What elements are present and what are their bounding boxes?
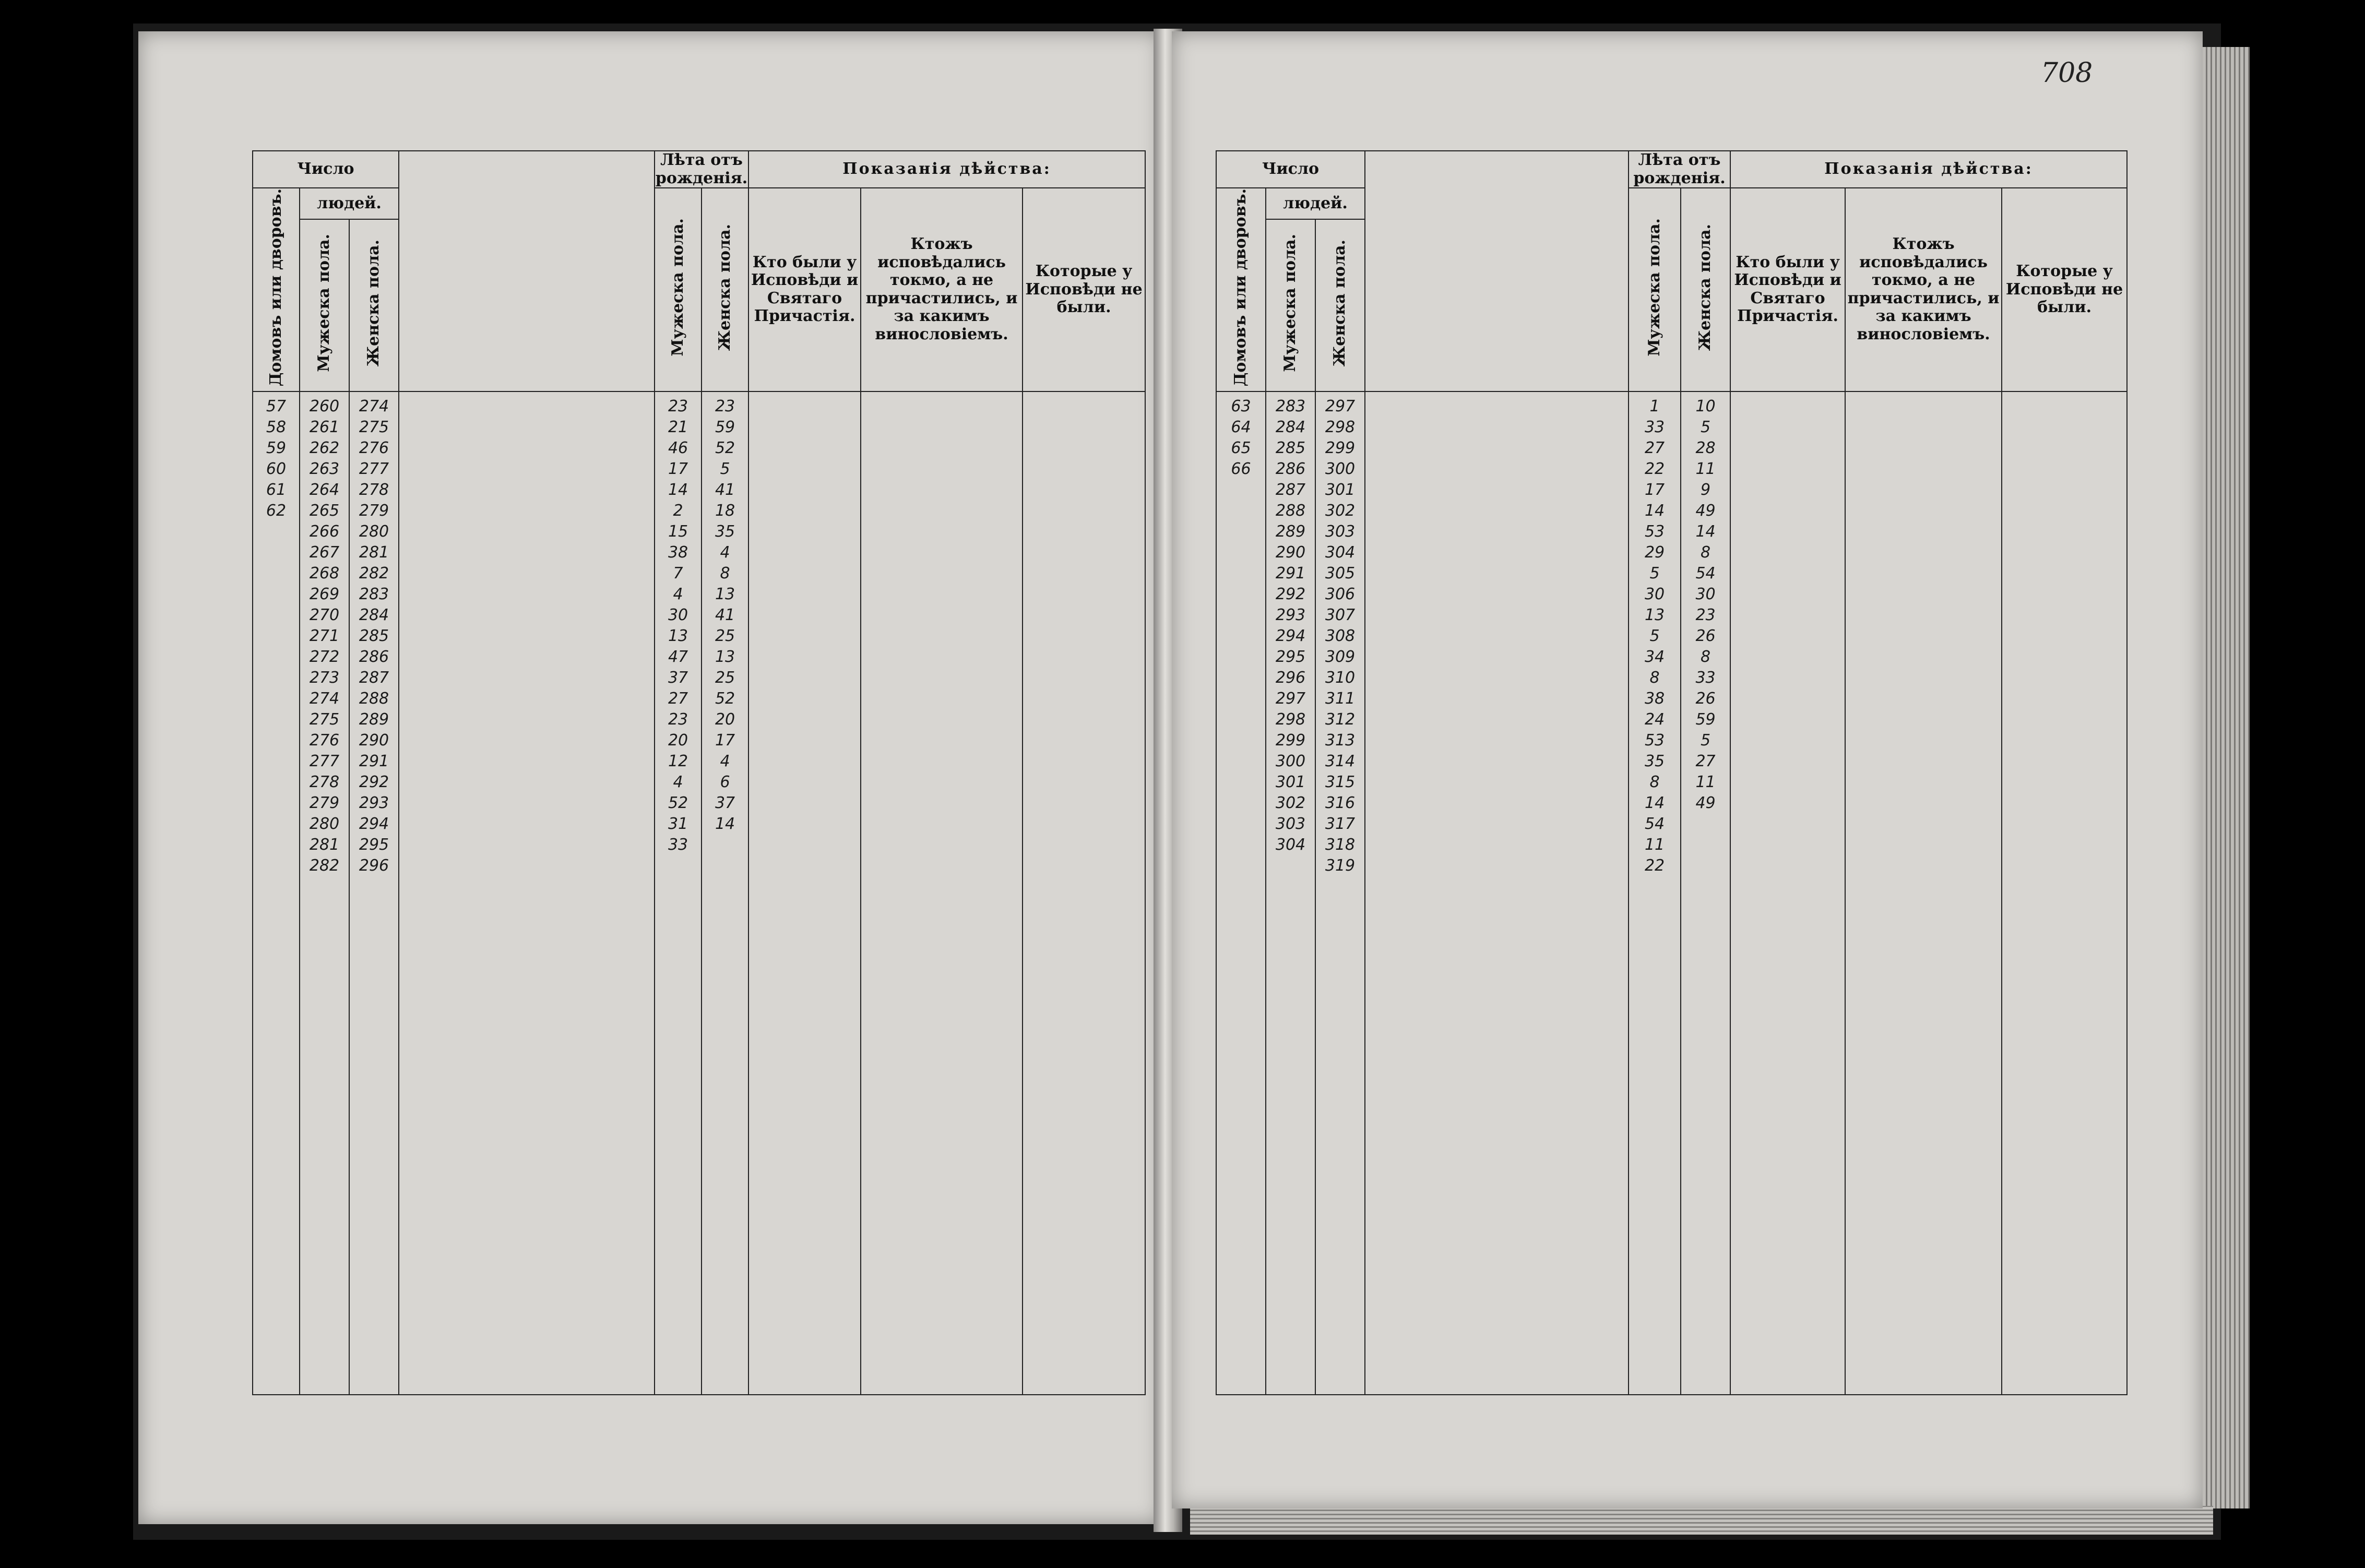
folio-number: 708 (2041, 57, 2093, 89)
ledger-entry: 287 (1275, 480, 1306, 499)
header-leta-r: Лѣта отъ рожденія. (1629, 151, 1730, 188)
ledger-entry: 292 (1275, 585, 1306, 603)
ledger-entry: 8 (720, 564, 730, 583)
ledger-entry: 22 (1644, 459, 1665, 478)
ledger-entry: 278 (359, 480, 389, 499)
ledger-entry: 4 (720, 543, 730, 562)
header-kotorye: Которые у Исповѣди не были. (1023, 188, 1145, 391)
ledger-entry: 57 (266, 397, 287, 415)
left-col-kto (748, 391, 861, 1395)
header-kotorye-r: Которые у Исповѣди не были. (2002, 188, 2127, 391)
left-col-zhen (349, 391, 399, 1395)
left-ledger-table (252, 150, 1146, 1395)
header-zhen-r: Женска пола. (1330, 239, 1349, 367)
header-kto: Кто были у Исповѣди и Святаго Причастія. (748, 188, 861, 391)
ledger-entry: 20 (715, 710, 735, 729)
right-col-names (1365, 391, 1629, 1395)
header-ktozh-r: Ктожъ исповѣдались токмо, а не причастились, и за какимъ винословіемъ. (1845, 188, 2002, 391)
ledger-entry: 61 (266, 480, 287, 499)
ledger-entry: 286 (359, 647, 389, 666)
ledger-entry: 53 (1644, 731, 1665, 750)
ledger-entry: 35 (715, 522, 735, 541)
left-col-leta-zh (702, 391, 748, 1395)
ledger-entry: 13 (715, 585, 735, 603)
header-muzh: Мужеска пола. (315, 234, 334, 372)
ledger-entry: 7 (673, 564, 683, 583)
ledger-entry: 267 (309, 543, 340, 562)
ledger-entry: 288 (359, 689, 389, 708)
ledger-entry: 307 (1325, 605, 1356, 624)
ledger-entry: 273 (309, 668, 340, 687)
ledger-entry: 54 (1695, 564, 1716, 583)
ledger-entry: 283 (359, 585, 389, 603)
header-leta-m-cell (655, 188, 702, 391)
left-domov-list (253, 392, 299, 521)
left-page (138, 31, 1161, 1524)
right-col-muzh (1266, 391, 1315, 1395)
ledger-entry: 64 (1231, 418, 1251, 436)
ledger-entry: 24 (1644, 710, 1665, 729)
ledger-entry: 314 (1325, 752, 1356, 770)
ledger-entry: 284 (359, 605, 389, 624)
ledger-entry: 17 (668, 459, 688, 478)
ledger-entry: 290 (359, 731, 389, 750)
header-leta-zh-cell (702, 188, 748, 391)
ledger-entry: 10 (1695, 397, 1716, 415)
right-col-domov (1216, 391, 1266, 1395)
ledger-entry: 264 (309, 480, 340, 499)
ledger-entry: 292 (359, 773, 389, 791)
ledger-entry: 289 (359, 710, 389, 729)
header-domov-r: Домовъ или дворовъ. (1231, 188, 1250, 387)
ledger-entry: 26 (1695, 626, 1716, 645)
right-col-leta-m (1629, 391, 1681, 1395)
header-actions-r: Показанія дѣйства: (1730, 151, 2127, 188)
ledger-entry: 15 (668, 522, 688, 541)
ledger-entry: 294 (359, 814, 389, 833)
ledger-entry: 13 (715, 647, 735, 666)
ledger-entry: 4 (673, 585, 683, 603)
ledger-entry: 298 (1275, 710, 1306, 729)
ledger-entry: 294 (1275, 626, 1306, 645)
ledger-entry: 60 (266, 459, 287, 478)
ledger-entry: 33 (1644, 418, 1665, 436)
ledger-entry: 266 (309, 522, 340, 541)
ledger-entry: 14 (715, 814, 735, 833)
ledger-entry: 304 (1275, 835, 1306, 854)
ledger-entry: 9 (1700, 480, 1711, 499)
header-chislo: Число (253, 151, 399, 188)
ledger-entry: 261 (309, 418, 340, 436)
ledger-entry: 274 (359, 397, 389, 415)
ledger-entry: 23 (1695, 605, 1716, 624)
ledger-entry: 296 (1275, 668, 1306, 687)
ledger-entry: 35 (1644, 752, 1665, 770)
left-muzh-list (300, 392, 349, 876)
ledger-entry: 63 (1231, 397, 1251, 415)
ledger-entry: 316 (1325, 793, 1356, 812)
header-zhen-cell (349, 219, 399, 391)
ledger-entry: 1 (1649, 397, 1660, 415)
ledger-entry: 312 (1325, 710, 1356, 729)
header-leta-m-cell-r (1629, 188, 1681, 391)
ledger-entry: 28 (1695, 438, 1716, 457)
ledger-entry: 279 (359, 501, 389, 520)
ledger-entry: 62 (266, 501, 287, 520)
ledger-entry: 13 (1644, 605, 1665, 624)
ledger-entry: 287 (359, 668, 389, 687)
ledger-entry: 299 (1275, 731, 1306, 750)
ledger-entry: 291 (359, 752, 389, 770)
right-col-kotorye (2002, 391, 2127, 1395)
ledger-entry: 309 (1325, 647, 1356, 666)
ledger-entry: 276 (359, 438, 389, 457)
header-actions: Показанія дѣйства: (748, 151, 1145, 188)
ledger-entry: 297 (1325, 397, 1356, 415)
ledger-entry: 298 (1325, 418, 1356, 436)
ledger-entry: 37 (668, 668, 688, 687)
ledger-entry: 21 (668, 418, 688, 436)
header-domov-cell-r (1216, 188, 1266, 391)
ledger-entry: 8 (1649, 668, 1660, 687)
ledger-entry: 17 (1644, 480, 1665, 499)
ledger-entry: 302 (1275, 793, 1306, 812)
ledger-entry: 265 (309, 501, 340, 520)
ledger-entry: 260 (309, 397, 340, 415)
header-lyudey: людей. (300, 188, 399, 219)
ledger-entry: 299 (1325, 438, 1356, 457)
ledger-entry: 280 (359, 522, 389, 541)
ledger-entry: 290 (1275, 543, 1306, 562)
header-domov-cell (253, 188, 300, 391)
page-edges (2203, 47, 2250, 1508)
header-leta-m-r: Мужеска пола. (1645, 218, 1663, 357)
ledger-entry: 11 (1644, 835, 1665, 854)
ledger-entry: 54 (1644, 814, 1665, 833)
ledger-entry: 49 (1695, 501, 1716, 520)
ledger-entry: 270 (309, 605, 340, 624)
ledger-entry: 26 (1695, 689, 1716, 708)
ledger-entry: 31 (668, 814, 688, 833)
ledger-entry: 27 (1695, 752, 1716, 770)
ledger-entry: 38 (1644, 689, 1665, 708)
header-zhen-cell-r (1315, 219, 1365, 391)
ledger-entry: 52 (668, 793, 688, 812)
ledger-entry: 5 (720, 459, 730, 478)
ledger-entry: 52 (715, 689, 735, 708)
ledger-entry: 4 (720, 752, 730, 770)
ledger-entry: 303 (1325, 522, 1356, 541)
ledger-entry: 280 (309, 814, 340, 833)
ledger-entry: 52 (715, 438, 735, 457)
ledger-entry: 14 (1644, 793, 1665, 812)
ledger-entry: 30 (1695, 585, 1716, 603)
right-col-ktozh (1845, 391, 2002, 1395)
ledger-entry: 5 (1649, 626, 1660, 645)
right-leta-zh-list (1681, 392, 1730, 814)
ledger-entry: 22 (1644, 856, 1665, 875)
header-muzh-r: Мужеска пола. (1281, 234, 1300, 372)
left-col-domov (253, 391, 300, 1395)
ledger-entry: 289 (1275, 522, 1306, 541)
ledger-entry: 65 (1231, 438, 1251, 457)
left-zhen-list (350, 392, 398, 876)
header-muzh-cell (300, 219, 349, 391)
ledger-entry: 291 (1275, 564, 1306, 583)
ledger-entry: 27 (1644, 438, 1665, 457)
ledger-entry: 59 (266, 438, 287, 457)
ledger-entry: 282 (359, 564, 389, 583)
right-page (1172, 31, 2203, 1508)
ledger-entry: 305 (1325, 564, 1356, 583)
ledger-entry: 268 (309, 564, 340, 583)
page-edges-bottom (1190, 1506, 2213, 1535)
ledger-entry: 301 (1325, 480, 1356, 499)
header-domov: Домовъ или дворовъ. (266, 188, 285, 387)
header-leta-zh-r: Женска пола. (1696, 224, 1715, 351)
ledger-entry: 33 (1695, 668, 1716, 687)
ledger-entry: 262 (309, 438, 340, 457)
header-leta-zh-cell-r (1681, 188, 1730, 391)
ledger-entry: 20 (668, 731, 688, 750)
ledger-entry: 293 (1275, 605, 1306, 624)
ledger-entry: 47 (668, 647, 688, 666)
ledger-entry: 282 (309, 856, 340, 875)
ledger-entry: 301 (1275, 773, 1306, 791)
ledger-entry: 46 (668, 438, 688, 457)
header-lyudey-r: людей. (1266, 188, 1365, 219)
ledger-entry: 30 (668, 605, 688, 624)
ledger-entry: 8 (1700, 647, 1711, 666)
ledger-entry: 33 (668, 835, 688, 854)
ledger-entry: 11 (1695, 459, 1716, 478)
left-leta-m-list (655, 392, 701, 856)
ledger-entry: 14 (1695, 522, 1716, 541)
ledger-entry: 275 (359, 418, 389, 436)
header-kto-r: Кто были у Исповѣди и Святаго Причастія. (1730, 188, 1845, 391)
left-col-leta-m (655, 391, 702, 1395)
right-zhen-list (1316, 392, 1364, 876)
right-muzh-list (1266, 392, 1315, 856)
right-leta-m-list (1629, 392, 1680, 876)
ledger-entry: 14 (1644, 501, 1665, 520)
ledger-entry: 2 (673, 501, 683, 520)
ledger-entry: 58 (266, 418, 287, 436)
ledger-entry: 23 (668, 397, 688, 415)
ledger-entry: 8 (1649, 773, 1660, 791)
ledger-entry: 300 (1325, 459, 1356, 478)
ledger-entry: 272 (309, 647, 340, 666)
ledger-entry: 25 (715, 626, 735, 645)
ledger-entry: 13 (668, 626, 688, 645)
ledger-entry: 23 (668, 710, 688, 729)
header-description-r (1365, 151, 1629, 391)
ledger-entry: 313 (1325, 731, 1356, 750)
ledger-entry: 288 (1275, 501, 1306, 520)
ledger-entry: 318 (1325, 835, 1356, 854)
header-zhen: Женска пола. (364, 239, 383, 367)
right-col-kto (1730, 391, 1845, 1395)
ledger-entry: 5 (1649, 564, 1660, 583)
ledger-entry: 59 (715, 418, 735, 436)
ledger-entry: 283 (1275, 397, 1306, 415)
ledger-entry: 274 (309, 689, 340, 708)
ledger-entry: 281 (359, 543, 389, 562)
ledger-entry: 8 (1700, 543, 1711, 562)
ledger-entry: 23 (715, 397, 735, 415)
ledger-entry: 285 (359, 626, 389, 645)
ledger-entry: 269 (309, 585, 340, 603)
ledger-entry: 281 (309, 835, 340, 854)
header-description (399, 151, 655, 391)
right-ledger-table (1216, 150, 2128, 1395)
ledger-entry: 308 (1325, 626, 1356, 645)
ledger-entry: 4 (673, 773, 683, 791)
ledger-entry: 275 (309, 710, 340, 729)
ledger-entry: 17 (715, 731, 735, 750)
header-leta: Лѣта отъ рожденія. (655, 151, 748, 187)
ledger-entry: 59 (1695, 710, 1716, 729)
ledger-entry: 306 (1325, 585, 1356, 603)
left-col-muzh (300, 391, 349, 1395)
ledger-entry: 14 (668, 480, 688, 499)
ledger-entry: 293 (359, 793, 389, 812)
ledger-entry: 27 (668, 689, 688, 708)
ledger-entry: 11 (1695, 773, 1716, 791)
header-muzh-cell-r (1266, 219, 1315, 391)
left-col-ktozh (861, 391, 1023, 1395)
ledger-entry: 295 (359, 835, 389, 854)
header-leta-m: Мужеска пола. (668, 218, 687, 357)
ledger-entry: 296 (359, 856, 389, 875)
ledger-entry: 38 (668, 543, 688, 562)
header-chislo-r: Число (1216, 151, 1365, 188)
ledger-entry: 25 (715, 668, 735, 687)
ledger-entry: 319 (1325, 856, 1356, 875)
ledger-entry: 300 (1275, 752, 1306, 770)
ledger-entry: 310 (1325, 668, 1356, 687)
left-col-kotorye (1023, 391, 1145, 1395)
ledger-entry: 30 (1644, 585, 1665, 603)
left-col-names (399, 391, 655, 1395)
ledger-entry: 37 (715, 793, 735, 812)
right-col-leta-zh (1681, 391, 1730, 1395)
ledger-entry: 295 (1275, 647, 1306, 666)
ledger-entry: 49 (1695, 793, 1716, 812)
ledger-entry: 276 (309, 731, 340, 750)
ledger-entry: 5 (1700, 731, 1711, 750)
ledger-entry: 315 (1325, 773, 1356, 791)
ledger-entry: 279 (309, 793, 340, 812)
ledger-entry: 41 (715, 480, 735, 499)
header-leta-zh: Женска пола. (715, 224, 734, 351)
ledger-entry: 66 (1231, 459, 1251, 478)
ledger-entry: 317 (1325, 814, 1356, 833)
ledger-entry: 302 (1325, 501, 1356, 520)
ledger-entry: 285 (1275, 438, 1306, 457)
ledger-entry: 303 (1275, 814, 1306, 833)
ledger-entry: 278 (309, 773, 340, 791)
ledger-entry: 304 (1325, 543, 1356, 562)
ledger-entry: 53 (1644, 522, 1665, 541)
ledger-entry: 286 (1275, 459, 1306, 478)
ledger-entry: 277 (359, 459, 389, 478)
right-col-zhen (1315, 391, 1365, 1395)
ledger-entry: 284 (1275, 418, 1306, 436)
ledger-entry: 277 (309, 752, 340, 770)
ledger-entry: 5 (1700, 418, 1711, 436)
ledger-entry: 263 (309, 459, 340, 478)
ledger-entry: 18 (715, 501, 735, 520)
ledger-entry: 41 (715, 605, 735, 624)
ledger-entry: 271 (309, 626, 340, 645)
ledger-entry: 311 (1325, 689, 1356, 708)
ledger-entry: 297 (1275, 689, 1306, 708)
ledger-entry: 12 (668, 752, 688, 770)
header-ktozh: Ктожъ исповѣдались токмо, а не причастились, и за какимъ винословіемъ. (861, 188, 1023, 391)
left-leta-zh-list (702, 392, 748, 835)
ledger-entry: 34 (1644, 647, 1665, 666)
ledger-entry: 6 (720, 773, 730, 791)
ledger-entry: 29 (1644, 543, 1665, 562)
right-domov-list (1217, 392, 1265, 480)
